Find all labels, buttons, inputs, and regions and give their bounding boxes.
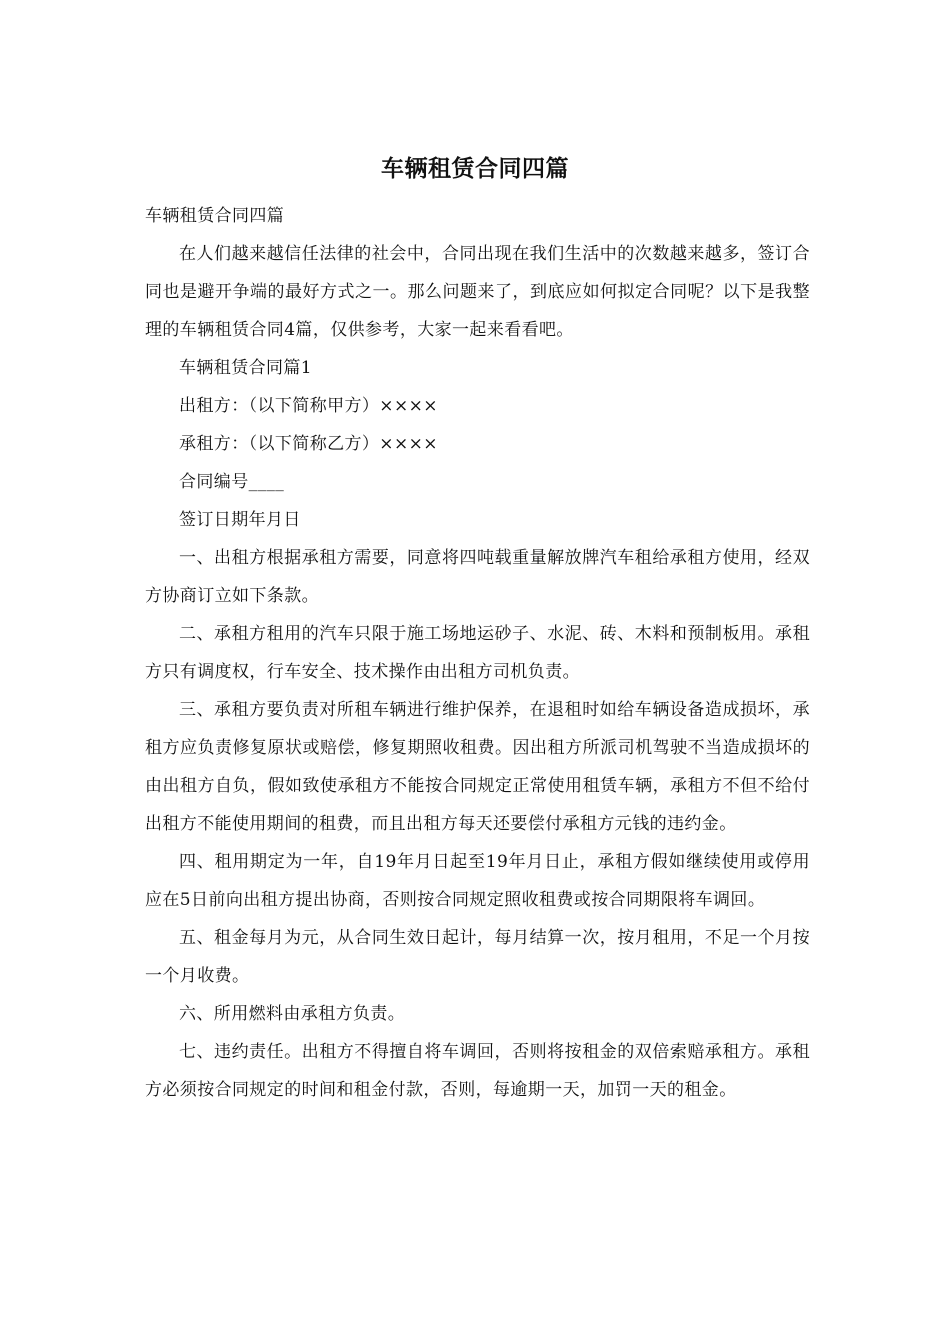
intro-paragraph: 在人们越来越信任法律的社会中，合同出现在我们生活中的次数越来越多，签订合同也是避开争端的最好方式之一。那么问题来了，到底应如何拟定合同呢？以下是我整理的车辆租赁合同4篇，仅供参考，大家一起来看看吧。 [145,244,810,340]
subtitle-paragraph: 车辆租赁合同四篇 [145,206,285,226]
clause-paragraph: 七、违约责任。出租方不得擅自将车调回，否则将按租金的双倍索赔承租方。承租方必须按合同规定的时间和租金付款，否则，每逾期一天，加罚一天的租金。 [145,1042,810,1100]
lessee-line: 承租方：（以下简称乙方）×××× [179,434,438,454]
document-title: 车辆租赁合同四篇 [381,155,569,182]
clause-paragraph: 六、所用燃料由承租方负责。 [179,1004,406,1024]
section-heading: 车辆租赁合同篇1 [179,358,313,378]
signing-date-line: 签订日期年月日 [179,510,301,530]
clause-paragraph: 一、出租方根据承租方需要，同意将四吨载重量解放牌汽车租给承租方使用，经双方协商订立如下条款。 [145,548,810,606]
document-body [145,197,810,1109]
contract-number-line: 合同编号____ [179,472,285,492]
clause-paragraph: 二、承租方租用的汽车只限于施工场地运砂子、水泥、砖、木料和预制板用。承租方只有调度权，行车安全、技术操作由出租方司机负责。 [145,624,810,682]
clause-paragraph: 四、租用期定为一年，自19年月日起至19年月日止，承租方假如继续使用或停用应在5日前向出租方提出协商，否则按合同规定照收租费或按合同期限将车调回。 [145,852,810,910]
clause-paragraph: 五、租金每月为元，从合同生效日起计，每月结算一次，按月租用，不足一个月按一个月收费。 [145,928,810,986]
clause-paragraph: 三、承租方要负责对所租车辆进行维护保养，在退租时如给车辆设备造成损坏，承租方应负责修复原状或赔偿，修复期照收租费。因出租方所派司机驾驶不当造成损坏的由出租方自负，假如致使承租方不能按合同规定正常使用租赁车辆，承租方不但不给付出租方不能使用期间的租费，而且出租方每天还要偿付承租方元钱的违约金。 [145,700,810,834]
lessor-line: 出租方：（以下简称甲方）×××× [179,396,438,416]
